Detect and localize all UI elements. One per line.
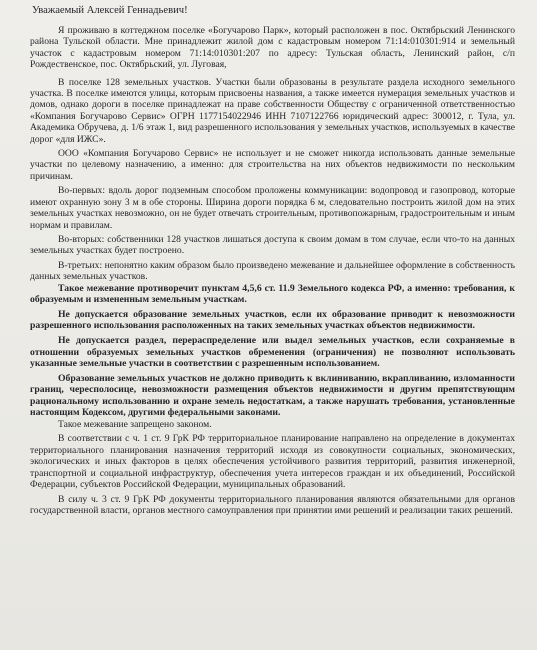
paragraph-formation-requirements: Образование земельных участков не должно приводить к вклиниванию, вкрапливанию, изломанности границ, чересполосице, невозможности размещения объектов недвижимости и другим препятствующим рациональному использованию и охране земель недостаткам, а также нарушать требования, установленные настоящим Кодексом, другими федеральными законами.	[30, 372, 515, 419]
paragraph-land-code: Такое межевание противоречит пунктам 4,5,6 ст. 11.9 Земельного кодекса РФ, а именно: требования, к образуемым и измененным земельным участкам.	[30, 282, 515, 306]
letter-greeting: Уважаемый Алексей Геннадьевич!	[32, 5, 188, 16]
paragraph-prohibition-formation: Не допускается образование земельных участков, если их образование приводит к невозможности разрешенного использования расположенных на таких земельных участках объектов недвижимости.	[30, 308, 515, 332]
paragraph-residence: Я проживаю в коттеджном поселке «Богучарово Парк», который расположен в пос. Октябрьский Ленинского района Тульской области. Мне принадлежит жилой дом с кадастровым номером 71:14:010301:914 и земельный участок с кадастровым номером 71:14:010301:207 по адресу: Тульская область, Ленинский район, с/п Рождественское, пос. Октябрьский, ул. Луговая,	[30, 25, 515, 71]
paragraph-third-reason: В-третьих: непонятно каким образом было произведено межевание и дальнейшее оформление в собственность данных земельных участков.	[30, 259, 515, 283]
paragraph-plots: В поселке 128 земельных участков. Участки были образованы в результате раздела исходного земельного участка. В поселке имеются улицы, которым присвоены названия, а также имеется нумерация земельных участков и домов, однако дороги в поселке принадлежат на праве собственности Обществу с ограниченной ответственностью «Компания Богучарово Сервис» ОГРН 1177154022946 ИНН 7107122766 юридический адрес: 300012, г. Тула, ул. Академика Обручева, д. 1/6 этаж 1, вид разрешенного использования у земельных участков, используемых в качестве дорог «для ИЖС».	[30, 76, 515, 145]
paragraph-prohibited: Такое межевание запрещено законом.	[58, 419, 212, 431]
paragraph-company: ООО «Компания Богучарово Сервис» не использует и не сможет никогда использовать данные земельные участки по целевому назначению, а именно: для строительства на них объектов недвижимости по нескольким причинам.	[30, 148, 515, 182]
paragraph-prohibition-division: Не допускается раздел, перераспределение или выдел земельных участков, если сохраняемые в отношении образуемых земельных участков обременения (ограничения) не позволяют использовать указанные земельные участки в соответствии с разрешенным использованием.	[30, 334, 515, 370]
paragraph-grk-part1: В соответствии с ч. 1 ст. 9 ГрК РФ территориальное планирование направлено на определение в документах территориального планирования назначения территорий исходя из совокупности социальных, экономических, экологических и иных факторов в целях обеспечения устойчивого развития территорий, развития инженерной, транспортной и социальной инфраструктур, обеспечения учета интересов граждан и их объединений, Российской Федерации, субъектов Российской Федерации, муниципальных образований.	[30, 433, 515, 491]
paragraph-first-reason: Во-первых: вдоль дорог подземным способом проложены коммуникации: водопровод и газопровод, которые имеют охранную зону 3 м в обе стороны. Ширина дороги порядка 6 м, следовательно построить жилой дом на этих земельных участках невозможно, он не будет отвечать строительным, противопожарным, градостроительным и иным нормам и правилам.	[30, 185, 515, 231]
paragraph-grk-part3: В силу ч. 3 ст. 9 ГрК РФ документы территориального планирования являются обязательными для органов государственной власти, органов местного самоуправления при принятии ими решений и реализации таких решений.	[30, 493, 515, 516]
paragraph-second-reason: Во-вторых: собственники 128 участков лишаться доступа к своим домам в том случае, если что-то на данных земельных участках будет построено.	[30, 233, 515, 257]
